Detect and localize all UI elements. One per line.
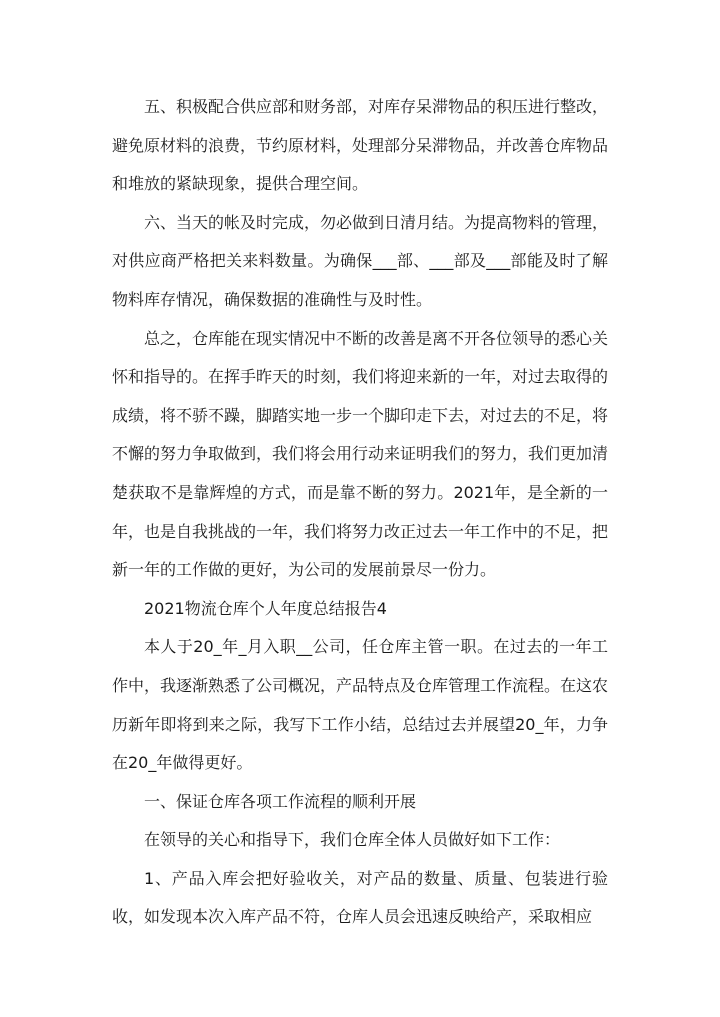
paragraph-item-six: 六、当天的帐及时完成，勿必做到日清月结。为提高物料的管理，对供应商严格把关来料数量。为确保___部、___部及___部能及时了解物料库存情况，确保数据的准确性与及时性。: [112, 212, 609, 309]
paragraph-item-one: 1、产品入库会把好验收关，对产品的数量、质量、包装进行验收，如发现本次入库产品不符，仓库人员会迅速反映给产，采取相应: [112, 868, 608, 927]
section-heading-one: 一、保证仓库各项工作流程的顺利开展: [144, 791, 417, 811]
paragraph-summary: 总之，仓库能在现实情况中不断的改善是离不开各位领导的悉心关怀和指导的。在挥手昨天的时刻，我们将迎来新的一年，对过去取得的成绩，将不骄不躁，脚踏实地一步一个脚印走下去，对过去的不足，将不懈的努力争取做到，我们将会用行动来证明我们的努力，我们更加清楚获取不是靠辉煌的方式，而是靠不断的努力。2021年，是全新的一年，也是自我挑战的一年，我们将努力改正过去一年工作中的不足，把新一年的工作做的更好，为公司的发展前景尽一份力。: [112, 328, 609, 580]
report-title: 2021物流仓库个人年度总结报告4: [144, 598, 387, 618]
paragraph-lead: 在领导的关心和指导下，我们仓库全体人员做好如下工作：: [144, 830, 561, 850]
document-body: [112, 88, 608, 937]
paragraph-intro: 本人于20_年_月入职__公司，任仓库主管一职。在过去的一年工作中，我逐渐熟悉了公司概况，产品特点及仓库管理工作流程。在这农历新年即将到来之际，我写下工作小结，总结过去并展望20_年，力争在20_年做得更好。: [112, 637, 609, 773]
paragraph-item-five: 五、积极配合供应部和财务部，对库存呆滞物品的积压进行整改，避免原材料的浪费，节约原材料，处理部分呆滞物品，并改善仓库物品和堆放的紧缺现象，提供合理空间。: [112, 97, 609, 194]
